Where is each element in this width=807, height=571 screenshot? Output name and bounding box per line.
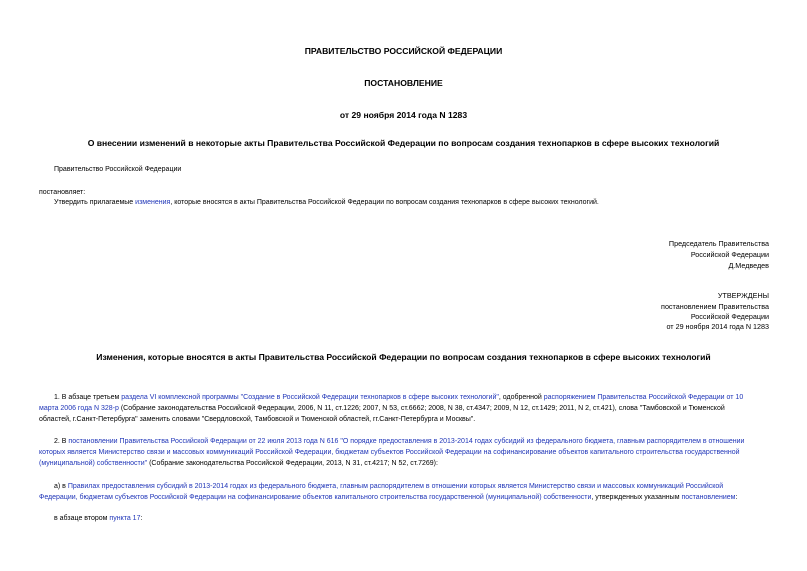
preamble-actor: Правительство Российской Федерации — [54, 166, 182, 173]
resolution-616-link[interactable]: постановлении Правительства Российской Федерации от 22 июля 2013 года N 616 "О порядке предоставления в 2013-2014 годах субсидий из федерального бюджета, главным распорядителем в отношении — [68, 438, 745, 445]
item-2a-text: , утвержденных указанным — [591, 494, 682, 501]
approved-country: Российской Федерации — [690, 312, 769, 321]
document-date-number: от 29 ноября 2014 года N 1283 — [339, 110, 468, 120]
document-type: ПОСТАНОВЛЕНИЕ — [364, 78, 443, 88]
rules-link[interactable]: Правилах предоставления субсидий в 2013-2014 годах из федерального бюджета, главным распорядителем в отношении которых является Министерство связи и массовых коммуникаций Российской — [67, 483, 724, 490]
clause-17-link[interactable]: пункта 17 — [109, 515, 141, 522]
approve-text-after: , которые вносятся в акты Правительства Российской Федерации по вопросам создания технопарков в сфере высоких технологий. — [170, 199, 599, 206]
approved-by: постановлением Правительства — [661, 302, 769, 311]
approve-text-before: Утвердить прилагаемые — [54, 199, 136, 206]
changes-title: Изменения, которые вносятся в акты Правительства Российской Федерации по вопросам создания технопарков в сфере высоких технологий — [96, 352, 711, 362]
approved-date: от 29 ноября 2014 года N 1283 — [666, 322, 769, 331]
item-2-number: 2. В — [54, 438, 69, 445]
program-section-link[interactable]: раздела VI комплексной программы "Создание в Российской Федерации технопарков в сфере высоких технологий" — [121, 394, 499, 401]
item-1-text-3: областей, г.Санкт-Петербурга" заменить словами "Свердловской, Тамбовской и Тюменской областей, гг.Санкт-Петербурга и Москвы". — [39, 416, 476, 423]
order-link-cont[interactable]: марта 2006 года N 328-р — [39, 405, 119, 412]
item-2a-prefix: а) в — [54, 483, 68, 490]
item-1-number: 1. В абзаце третьем — [54, 394, 122, 401]
resolution-616-link-end[interactable]: (муниципальной) собственности" — [39, 460, 148, 467]
resolution-616-link-cont[interactable]: которых является Министерство связи и массовых коммуникаций Российской Федерации, бюджетам субъектов Российской Федерации на софинансирование объектов капитального строительства государственной — [39, 449, 740, 456]
item-2a-sub-colon: : — [140, 515, 143, 522]
document-title: О внесении изменений в некоторые акты Правительства Российской Федерации по вопросам создания технопарков в сфере высоких технологий — [87, 138, 720, 148]
item-1-text: , одобренной — [498, 394, 544, 401]
order-link[interactable]: распоряжением Правительства Российской Федерации от 10 — [543, 394, 744, 401]
signature-position: Председатель Правительства — [668, 239, 769, 248]
item-2a-sub — [54, 513, 142, 524]
item-2 — [39, 436, 774, 469]
signature-name: Д.Медведев — [728, 261, 769, 270]
preamble-decides: постановляет: — [39, 189, 86, 196]
government-heading: ПРАВИТЕЛЬСТВО РОССИЙСКОЙ ФЕДЕРАЦИИ — [304, 46, 503, 56]
approved-label: УТВЕРЖДЕНЫ — [717, 291, 769, 300]
item-2a-sub-text: в абзаце втором — [54, 515, 110, 522]
signature-country: Российской Федерации — [690, 250, 769, 259]
preamble-approve — [54, 197, 599, 208]
item-1-text-2: (Собрание законодательства Российской Федерации, 2006, N 11, ст.1226; 2007, N 53, ст.6662; 2008, N 38, ст.4347; 2009, N 12, ст.1429; 2011, N 2, ст.421), слова "Тамбовской и Тюменской — [118, 405, 725, 412]
item-2a — [39, 481, 774, 503]
resolution-link[interactable]: постановлением — [681, 494, 736, 501]
changes-link[interactable]: изменения — [135, 199, 171, 206]
rules-link-cont[interactable]: Федерации, бюджетам субъектов Российской Федерации на софинансирование объектов капитального строительства государственной (муниципальной) собственности — [39, 494, 592, 501]
item-1 — [39, 392, 774, 425]
item-2-text: (Собрание законодательства Российской Федерации, 2013, N 31, ст.4217; N 52, ст.7269): — [147, 460, 438, 467]
item-2a-colon: : — [735, 494, 738, 501]
